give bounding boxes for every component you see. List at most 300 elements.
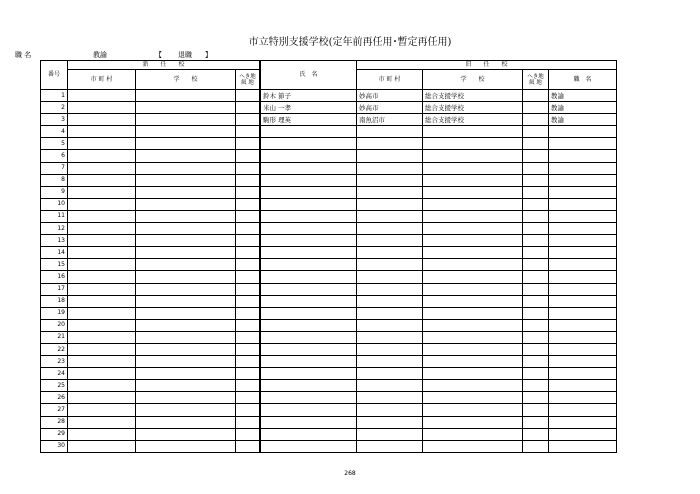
row-number: 24: [41, 368, 68, 380]
old-city-cell: 妙高市: [357, 102, 423, 114]
post-cell: [549, 283, 617, 295]
new-school-cell: [136, 356, 236, 368]
name-cell: 米山 一孝: [261, 102, 357, 114]
new-city-cell: [68, 368, 136, 380]
row-number: 21: [41, 331, 68, 343]
name-cell: [261, 392, 357, 404]
old-remote-cell: [523, 162, 549, 174]
old-remote-cell: [523, 174, 549, 186]
new-city-cell: [68, 247, 136, 259]
table-row: [41, 174, 617, 186]
post-cell: [549, 356, 617, 368]
row-number: 22: [41, 343, 68, 355]
post-cell: [549, 392, 617, 404]
old-school-cell: [423, 259, 523, 271]
table-row: [41, 259, 617, 271]
old-remote-cell: [523, 368, 549, 380]
new-city-cell: [68, 440, 136, 452]
new-city-cell: [68, 295, 136, 307]
name-cell: [261, 416, 357, 428]
old-remote-cell: [523, 295, 549, 307]
post-cell: 教諭: [549, 90, 617, 102]
new-school-cell: [136, 174, 236, 186]
row-number: 19: [41, 307, 68, 319]
old-city-cell: [357, 247, 423, 259]
old-school-cell: [423, 380, 523, 392]
table-row: [41, 392, 617, 404]
old-school-cell: [423, 126, 523, 138]
new-city-cell: [68, 356, 136, 368]
header-old-remote: へき地 級 地: [523, 70, 549, 90]
row-number: 17: [41, 283, 68, 295]
new-school-cell: [136, 162, 236, 174]
new-remote-cell: [236, 114, 260, 126]
old-school-cell: 総合支援学校: [423, 114, 523, 126]
old-school-cell: [423, 283, 523, 295]
table-row: [41, 90, 617, 102]
table-row: [41, 380, 617, 392]
new-remote-cell: [236, 259, 260, 271]
new-remote-cell: [236, 392, 260, 404]
post-cell: 教諭: [549, 102, 617, 114]
old-school-cell: [423, 356, 523, 368]
old-school-cell: [423, 223, 523, 235]
new-city-cell: [68, 102, 136, 114]
row-number: 13: [41, 235, 68, 247]
old-remote-cell: [523, 307, 549, 319]
new-city-cell: [68, 428, 136, 440]
new-city-cell: [68, 198, 136, 210]
table-row: [41, 428, 617, 440]
new-remote-cell: [236, 319, 260, 331]
row-number: 3: [41, 114, 68, 126]
old-remote-cell: [523, 343, 549, 355]
old-city-cell: [357, 319, 423, 331]
shokumei-value: 教諭: [93, 51, 107, 59]
row-number: 14: [41, 247, 68, 259]
table-row: [41, 343, 617, 355]
name-cell: [261, 150, 357, 162]
post-cell: [549, 223, 617, 235]
new-school-cell: [136, 126, 236, 138]
name-cell: [261, 307, 357, 319]
old-school-cell: [423, 138, 523, 150]
new-remote-cell: [236, 198, 260, 210]
new-school-cell: [136, 247, 236, 259]
old-remote-cell: [523, 428, 549, 440]
new-remote-cell: [236, 416, 260, 428]
name-cell: [261, 380, 357, 392]
old-city-cell: [357, 126, 423, 138]
old-remote-cell: [523, 440, 549, 452]
new-remote-cell: [236, 102, 260, 114]
post-cell: [549, 319, 617, 331]
new-remote-cell: [236, 380, 260, 392]
header-number: 番号: [41, 61, 68, 90]
row-number: 8: [41, 174, 68, 186]
new-school-cell: [136, 198, 236, 210]
name-cell: [261, 259, 357, 271]
old-remote-cell: [523, 404, 549, 416]
old-city-cell: [357, 174, 423, 186]
old-remote-cell: [523, 223, 549, 235]
new-remote-cell: [236, 307, 260, 319]
old-school-cell: [423, 186, 523, 198]
table-row: [41, 271, 617, 283]
new-remote-cell: [236, 174, 260, 186]
post-cell: [549, 259, 617, 271]
name-cell: [261, 356, 357, 368]
name-cell: [261, 186, 357, 198]
post-cell: [549, 235, 617, 247]
old-school-cell: [423, 198, 523, 210]
bracket-open: 【: [155, 51, 162, 59]
old-school-cell: [423, 428, 523, 440]
old-school-cell: [423, 404, 523, 416]
new-city-cell: [68, 271, 136, 283]
old-remote-cell: [523, 416, 549, 428]
shokumei-label: 職 名: [15, 51, 32, 59]
table-row: [41, 283, 617, 295]
row-number: 12: [41, 223, 68, 235]
new-school-cell: [136, 90, 236, 102]
new-remote-cell: [236, 162, 260, 174]
new-remote-cell: [236, 295, 260, 307]
new-city-cell: [68, 416, 136, 428]
post-cell: [549, 186, 617, 198]
new-school-cell: [136, 102, 236, 114]
table-row: [41, 114, 617, 126]
new-city-cell: [68, 331, 136, 343]
old-city-cell: [357, 404, 423, 416]
new-remote-cell: [236, 210, 260, 222]
old-school-cell: [423, 307, 523, 319]
old-city-cell: [357, 271, 423, 283]
name-cell: [261, 331, 357, 343]
old-city-cell: [357, 186, 423, 198]
page-number: 268: [344, 470, 356, 477]
bracket-close: 】: [205, 51, 212, 59]
new-school-cell: [136, 186, 236, 198]
new-city-cell: [68, 150, 136, 162]
name-cell: [261, 343, 357, 355]
post-cell: [549, 368, 617, 380]
new-school-cell: [136, 271, 236, 283]
old-school-cell: [423, 162, 523, 174]
table-row: [41, 404, 617, 416]
post-cell: [549, 126, 617, 138]
old-remote-cell: [523, 380, 549, 392]
old-city-cell: [357, 307, 423, 319]
old-school-cell: [423, 271, 523, 283]
new-city-cell: [68, 210, 136, 222]
old-city-cell: [357, 138, 423, 150]
old-remote-cell: [523, 235, 549, 247]
personnel-table: [40, 60, 617, 453]
new-remote-cell: [236, 138, 260, 150]
new-school-cell: [136, 428, 236, 440]
name-cell: [261, 319, 357, 331]
name-cell: [261, 295, 357, 307]
old-remote-cell: [523, 392, 549, 404]
name-cell: [261, 440, 357, 452]
new-remote-cell: [236, 150, 260, 162]
new-school-cell: [136, 416, 236, 428]
new-remote-cell: [236, 247, 260, 259]
row-number: 25: [41, 380, 68, 392]
row-number: 10: [41, 198, 68, 210]
new-remote-cell: [236, 440, 260, 452]
row-number: 9: [41, 186, 68, 198]
post-cell: 教諭: [549, 114, 617, 126]
table-row: [41, 416, 617, 428]
table-row: [41, 102, 617, 114]
name-cell: [261, 198, 357, 210]
new-school-cell: [136, 210, 236, 222]
row-number: 18: [41, 295, 68, 307]
name-cell: [261, 174, 357, 186]
table-row: [41, 440, 617, 452]
name-cell: 駒形 理英: [261, 114, 357, 126]
old-city-cell: [357, 235, 423, 247]
new-city-cell: [68, 90, 136, 102]
old-school-cell: [423, 319, 523, 331]
table-row: [41, 295, 617, 307]
name-cell: [261, 283, 357, 295]
new-remote-cell: [236, 235, 260, 247]
header-new-remote: へき地 級 地: [236, 70, 260, 90]
old-city-cell: 南魚沼市: [357, 114, 423, 126]
old-school-cell: [423, 174, 523, 186]
post-cell: [549, 416, 617, 428]
name-cell: [261, 271, 357, 283]
header-new-city: 市 町 村: [68, 70, 136, 90]
old-city-cell: [357, 210, 423, 222]
post-cell: [549, 440, 617, 452]
new-city-cell: [68, 392, 136, 404]
name-cell: [261, 126, 357, 138]
old-city-cell: 妙高市: [357, 90, 423, 102]
old-remote-cell: [523, 126, 549, 138]
old-school-cell: [423, 440, 523, 452]
new-school-cell: [136, 223, 236, 235]
row-number: 4: [41, 126, 68, 138]
new-city-cell: [68, 223, 136, 235]
old-city-cell: [357, 380, 423, 392]
name-cell: [261, 235, 357, 247]
header-post: 職 名: [549, 70, 617, 90]
table-row: [41, 126, 617, 138]
new-remote-cell: [236, 428, 260, 440]
new-school-cell: [136, 150, 236, 162]
header-name: 氏 名: [261, 61, 357, 90]
old-remote-cell: [523, 247, 549, 259]
header-old-city: 市 町 村: [357, 70, 423, 90]
post-cell: [549, 380, 617, 392]
new-city-cell: [68, 174, 136, 186]
post-cell: [549, 174, 617, 186]
new-city-cell: [68, 404, 136, 416]
header-new-school-name: 学 校: [136, 70, 236, 90]
row-number: 27: [41, 404, 68, 416]
old-school-cell: [423, 150, 523, 162]
old-city-cell: [357, 331, 423, 343]
new-school-cell: [136, 440, 236, 452]
old-remote-cell: [523, 331, 549, 343]
new-city-cell: [68, 162, 136, 174]
old-school-cell: 総合支援学校: [423, 102, 523, 114]
row-number: 20: [41, 319, 68, 331]
new-school-cell: [136, 404, 236, 416]
row-number: 28: [41, 416, 68, 428]
post-cell: [549, 343, 617, 355]
old-remote-cell: [523, 102, 549, 114]
name-cell: [261, 247, 357, 259]
row-number: 6: [41, 150, 68, 162]
new-school-cell: [136, 259, 236, 271]
new-city-cell: [68, 259, 136, 271]
old-remote-cell: [523, 271, 549, 283]
new-school-cell: [136, 331, 236, 343]
new-city-cell: [68, 380, 136, 392]
old-city-cell: [357, 162, 423, 174]
old-remote-cell: [523, 198, 549, 210]
header-old-school: 旧 任 校: [357, 61, 617, 70]
post-cell: [549, 247, 617, 259]
post-cell: [549, 295, 617, 307]
row-number: 15: [41, 259, 68, 271]
new-school-cell: [136, 114, 236, 126]
row-number: 2: [41, 102, 68, 114]
table-row: [41, 198, 617, 210]
old-city-cell: [357, 198, 423, 210]
new-remote-cell: [236, 271, 260, 283]
table-row: [41, 331, 617, 343]
new-remote-cell: [236, 283, 260, 295]
old-school-cell: 総合支援学校: [423, 90, 523, 102]
post-cell: [549, 210, 617, 222]
table-row: [41, 210, 617, 222]
new-city-cell: [68, 307, 136, 319]
name-cell: [261, 428, 357, 440]
old-school-cell: [423, 331, 523, 343]
row-number: 23: [41, 356, 68, 368]
table-row: [41, 307, 617, 319]
table-row: [41, 186, 617, 198]
table-row: [41, 235, 617, 247]
post-cell: [549, 331, 617, 343]
table-row: [41, 368, 617, 380]
new-city-cell: [68, 138, 136, 150]
name-cell: [261, 162, 357, 174]
new-remote-cell: [236, 343, 260, 355]
name-cell: [261, 368, 357, 380]
new-remote-cell: [236, 356, 260, 368]
new-school-cell: [136, 307, 236, 319]
post-cell: [549, 271, 617, 283]
old-remote-cell: [523, 210, 549, 222]
old-city-cell: [357, 259, 423, 271]
new-school-cell: [136, 235, 236, 247]
new-city-cell: [68, 114, 136, 126]
name-cell: 鈴木 節子: [261, 90, 357, 102]
new-school-cell: [136, 138, 236, 150]
old-school-cell: [423, 210, 523, 222]
name-cell: [261, 138, 357, 150]
old-school-cell: [423, 247, 523, 259]
name-cell: [261, 210, 357, 222]
old-remote-cell: [523, 259, 549, 271]
old-city-cell: [357, 416, 423, 428]
post-cell: [549, 307, 617, 319]
old-city-cell: [357, 295, 423, 307]
table-row: [41, 162, 617, 174]
old-city-cell: [357, 150, 423, 162]
new-school-cell: [136, 380, 236, 392]
row-number: 5: [41, 138, 68, 150]
old-remote-cell: [523, 319, 549, 331]
page-title: 市立特別支援学校(定年前再任用･暫定再任用): [248, 37, 452, 48]
header-old-school-name: 学 校: [423, 70, 523, 90]
new-remote-cell: [236, 223, 260, 235]
new-city-cell: [68, 283, 136, 295]
new-city-cell: [68, 126, 136, 138]
new-school-cell: [136, 295, 236, 307]
new-remote-cell: [236, 90, 260, 102]
table-row: [41, 223, 617, 235]
new-remote-cell: [236, 368, 260, 380]
row-number: 30: [41, 440, 68, 452]
old-school-cell: [423, 368, 523, 380]
row-number: 16: [41, 271, 68, 283]
category-value: 退職: [178, 51, 192, 59]
new-city-cell: [68, 319, 136, 331]
old-city-cell: [357, 428, 423, 440]
name-cell: [261, 404, 357, 416]
new-remote-cell: [236, 126, 260, 138]
old-school-cell: [423, 295, 523, 307]
new-remote-cell: [236, 186, 260, 198]
post-cell: [549, 150, 617, 162]
old-school-cell: [423, 392, 523, 404]
post-cell: [549, 198, 617, 210]
new-school-cell: [136, 319, 236, 331]
old-city-cell: [357, 440, 423, 452]
old-city-cell: [357, 223, 423, 235]
old-city-cell: [357, 283, 423, 295]
name-cell: [261, 223, 357, 235]
table-row: [41, 356, 617, 368]
old-remote-cell: [523, 138, 549, 150]
new-school-cell: [136, 392, 236, 404]
new-school-cell: [136, 368, 236, 380]
old-school-cell: [423, 343, 523, 355]
new-city-cell: [68, 343, 136, 355]
old-remote-cell: [523, 186, 549, 198]
new-school-cell: [136, 283, 236, 295]
row-number: 1: [41, 90, 68, 102]
new-remote-cell: [236, 404, 260, 416]
table-row: [41, 319, 617, 331]
table-row: [41, 247, 617, 259]
row-number: 26: [41, 392, 68, 404]
old-remote-cell: [523, 283, 549, 295]
row-number: 7: [41, 162, 68, 174]
old-remote-cell: [523, 356, 549, 368]
old-city-cell: [357, 343, 423, 355]
new-remote-cell: [236, 331, 260, 343]
old-school-cell: [423, 416, 523, 428]
